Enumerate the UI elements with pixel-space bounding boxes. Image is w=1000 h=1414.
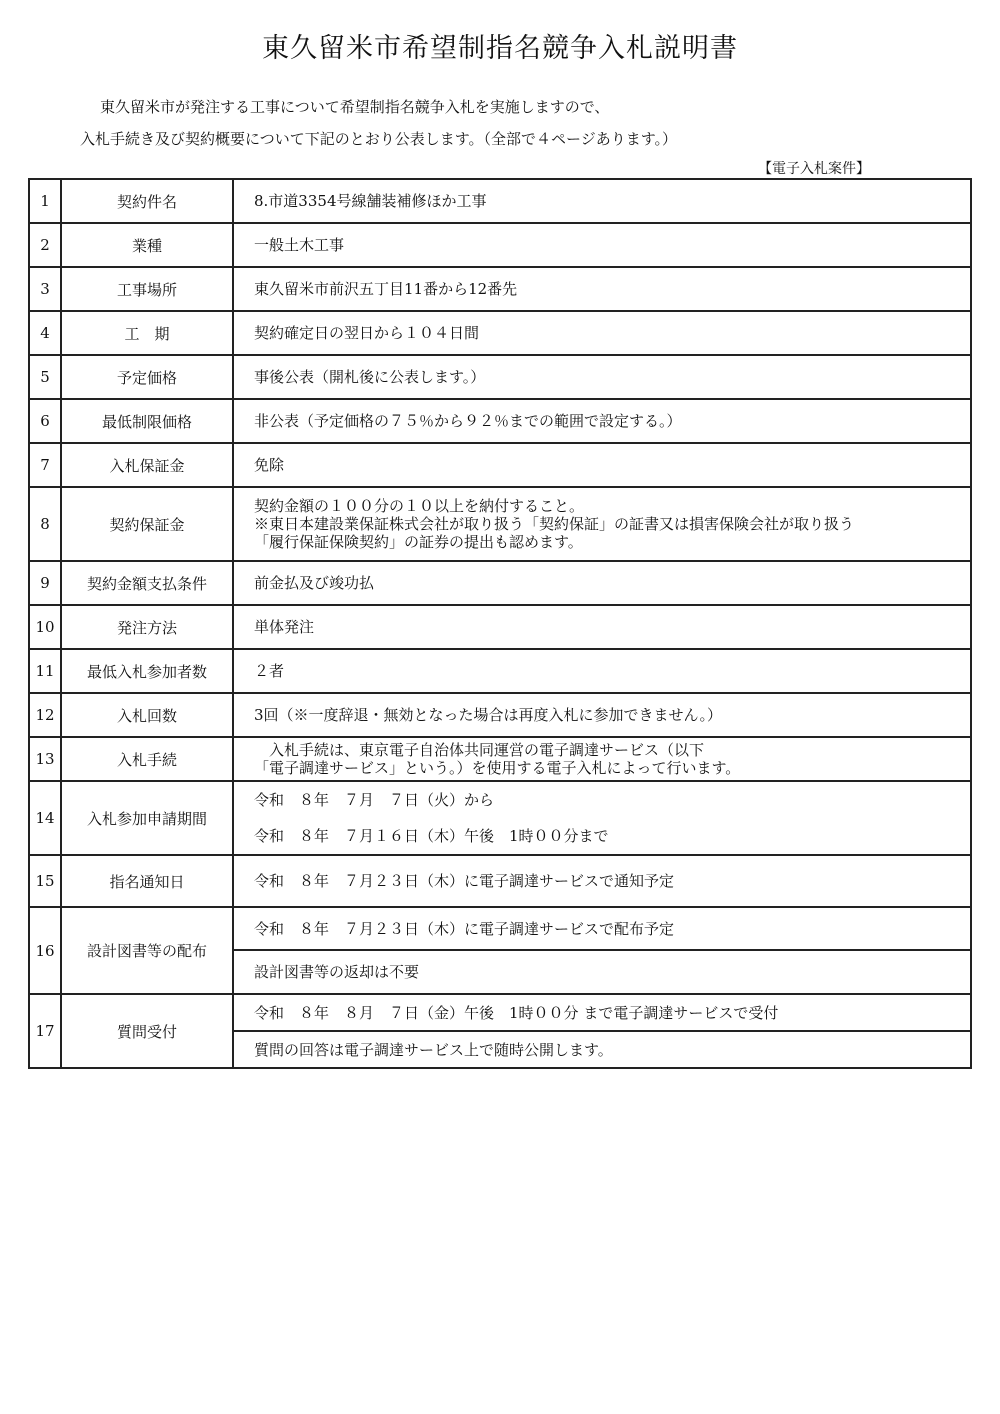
table-row [29, 907, 971, 950]
bid-spec-table [28, 178, 972, 1069]
row-subvalue: 設計図書等の返却は不要 [233, 950, 971, 994]
row-number: 5 [29, 355, 61, 399]
row-number: 3 [29, 267, 61, 311]
row-number: 11 [29, 649, 61, 693]
row-value: 単体発注 [233, 605, 971, 649]
row-value: 3回（※一度辞退・無効となった場合は再度入札に参加できません。） [233, 693, 971, 737]
intro-line-1: 東久留米市が発注する工事について希望制指名競争入札を実施しますので、 [100, 98, 610, 116]
row-number: 8 [29, 487, 61, 561]
table-row [29, 179, 971, 223]
row-value [233, 781, 971, 855]
row-number: 10 [29, 605, 61, 649]
document-title: 東久留米市希望制指名競争入札説明書 [262, 33, 738, 64]
table-row [29, 355, 971, 399]
table-row [29, 737, 971, 781]
row-subvalue: 質問の回答は電子調達サービス上で随時公開します。 [233, 1031, 971, 1068]
row-label: 設計図書等の配布 [61, 907, 233, 994]
value-line: 「履行保証保険契約」の証券の提出も認めます。 [254, 533, 583, 551]
row-value: 非公表（予定価格の７５％から９２％までの範囲で設定する。） [233, 399, 971, 443]
row-number: 14 [29, 781, 61, 855]
row-number: 12 [29, 693, 61, 737]
electronic-bid-tag: 【電子入札案件】 [758, 161, 870, 177]
table-row [29, 487, 971, 561]
row-number: 17 [29, 994, 61, 1068]
row-number: 4 [29, 311, 61, 355]
table-row [29, 399, 971, 443]
table-row [29, 267, 971, 311]
row-label: 工 期 [61, 311, 233, 355]
row-label: 契約件名 [61, 179, 233, 223]
intro-line-2: 入札手続き及び契約概要について下記のとおり公表します。（全部で４ページあります。） [80, 130, 678, 148]
row-label: 契約金額支払条件 [61, 561, 233, 605]
row-label: 発注方法 [61, 605, 233, 649]
row-label: 予定価格 [61, 355, 233, 399]
table-row [29, 781, 971, 855]
row-value: 免除 [233, 443, 971, 487]
row-label: 入札手続 [61, 737, 233, 781]
table-row [29, 649, 971, 693]
row-label: 入札参加申請期間 [61, 781, 233, 855]
row-value: 8.市道3354号線舗装補修ほか工事 [233, 179, 971, 223]
row-subvalue: 令和 ８年 ７月２３日（木）に電子調達サービスで配布予定 [233, 907, 971, 950]
row-subvalue: 令和 ８年 ８月 ７日（金）午後 1時００分 まで電子調達サービスで受付 [233, 994, 971, 1031]
value-line: ※東日本建設業保証株式会社が取り扱う「契約保証」の証書又は損害保険会社が取り扱う [254, 515, 855, 533]
row-value: 東久留米市前沢五丁目11番から12番先 [233, 267, 971, 311]
row-value: 契約確定日の翌日から１０４日間 [233, 311, 971, 355]
table-row [29, 693, 971, 737]
row-label: 質問受付 [61, 994, 233, 1068]
row-number: 7 [29, 443, 61, 487]
row-number: 13 [29, 737, 61, 781]
value-line: 「電子調達サービス」という。）を使用する電子入札によって行います。 [254, 759, 741, 777]
row-value: ２者 [233, 649, 971, 693]
row-label: 業種 [61, 223, 233, 267]
row-number: 16 [29, 907, 61, 994]
row-label: 契約保証金 [61, 487, 233, 561]
row-value [233, 737, 971, 781]
row-label: 最低制限価格 [61, 399, 233, 443]
period-start: 令和 ８年 ７月 ７日（火）から [254, 791, 495, 809]
row-value: 令和 ８年 ７月２３日（木）に電子調達サービスで通知予定 [233, 855, 971, 907]
row-label: 最低入札参加者数 [61, 649, 233, 693]
table-row [29, 443, 971, 487]
table-row [29, 994, 971, 1031]
row-label: 入札保証金 [61, 443, 233, 487]
row-label: 指名通知日 [61, 855, 233, 907]
row-number: 1 [29, 179, 61, 223]
row-number: 2 [29, 223, 61, 267]
table-row [29, 605, 971, 649]
row-number: 15 [29, 855, 61, 907]
period-end: 令和 ８年 ７月１６日（木）午後 1時００分まで [254, 827, 609, 845]
value-line: 契約金額の１００分の１０以上を納付すること。 [254, 497, 585, 515]
row-number: 9 [29, 561, 61, 605]
row-value: 前金払及び竣功払 [233, 561, 971, 605]
table-row [29, 855, 971, 907]
row-value: 事後公表（開札後に公表します。） [233, 355, 971, 399]
row-label: 工事場所 [61, 267, 233, 311]
row-number: 6 [29, 399, 61, 443]
table-row [29, 311, 971, 355]
value-line: 入札手続は、東京電子自治体共同運営の電子調達サービス（以下 [254, 741, 705, 759]
row-value [233, 487, 971, 561]
table-row [29, 561, 971, 605]
table-row [29, 223, 971, 267]
row-value: 一般土木工事 [233, 223, 971, 267]
row-label: 入札回数 [61, 693, 233, 737]
